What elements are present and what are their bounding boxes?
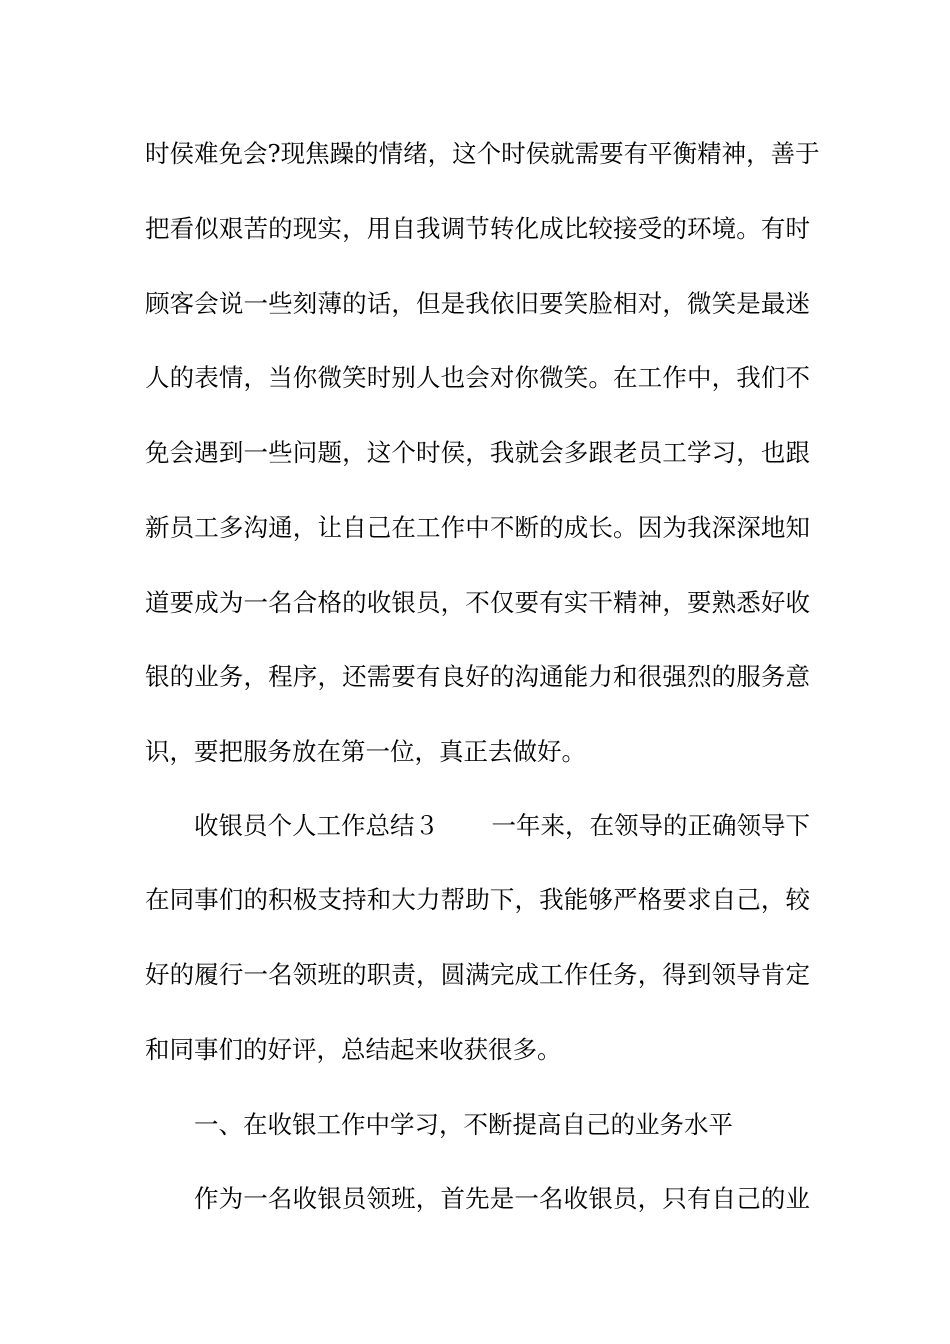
section-intro: 一年来，在领导的正确领导下 xyxy=(491,811,810,840)
text-line: 道要成为一名合格的收银员，不仅要有实干精神，要熟悉好收 xyxy=(145,588,810,617)
text-line: 好的履行一名领班的职责，圆满完成工作任务，得到领导肯定 xyxy=(145,960,810,989)
text-line: 顾客会说一些刻薄的话，但是我依旧要笑脸相对，微笑是最迷 xyxy=(145,289,810,318)
section-heading-line xyxy=(194,808,810,844)
text-line: 把看似艰苦的现实，用自我调节转化成比较接受的环境。有时 xyxy=(145,214,810,243)
text-line: 银的业务，程序，还需要有良好的沟通能力和很强烈的服务意 xyxy=(145,662,810,691)
text-line: 新员工多沟通，让自己在工作中不断的成长。因为我深深地知 xyxy=(145,513,810,542)
text-line: 识，要把服务放在第一位，真正去做好。 xyxy=(145,737,586,766)
text-line: 在同事们的积极支持和大力帮助下，我能够严格要求自己，较 xyxy=(145,885,810,914)
section-title: 收银员个人工作总结３ xyxy=(194,811,439,840)
text-line: 作为一名收银员领班，首先是一名收银员，只有自己的业 xyxy=(194,1184,810,1213)
subheading: 一、在收银工作中学习，不断提高自己的业务水平 xyxy=(194,1110,733,1139)
text-line: 免会遇到一些问题，这个时侯，我就会多跟老员工学习，也跟 xyxy=(145,438,810,467)
text-line: 和同事们的好评，总结起来收获很多。 xyxy=(145,1035,562,1064)
text-line: 人的表情，当你微笑时别人也会对你微笑。在工作中，我们不 xyxy=(145,363,810,392)
text-line: 时侯难免会?现焦躁的情绪，这个时侯就需要有平衡精神，善于 xyxy=(145,139,820,168)
